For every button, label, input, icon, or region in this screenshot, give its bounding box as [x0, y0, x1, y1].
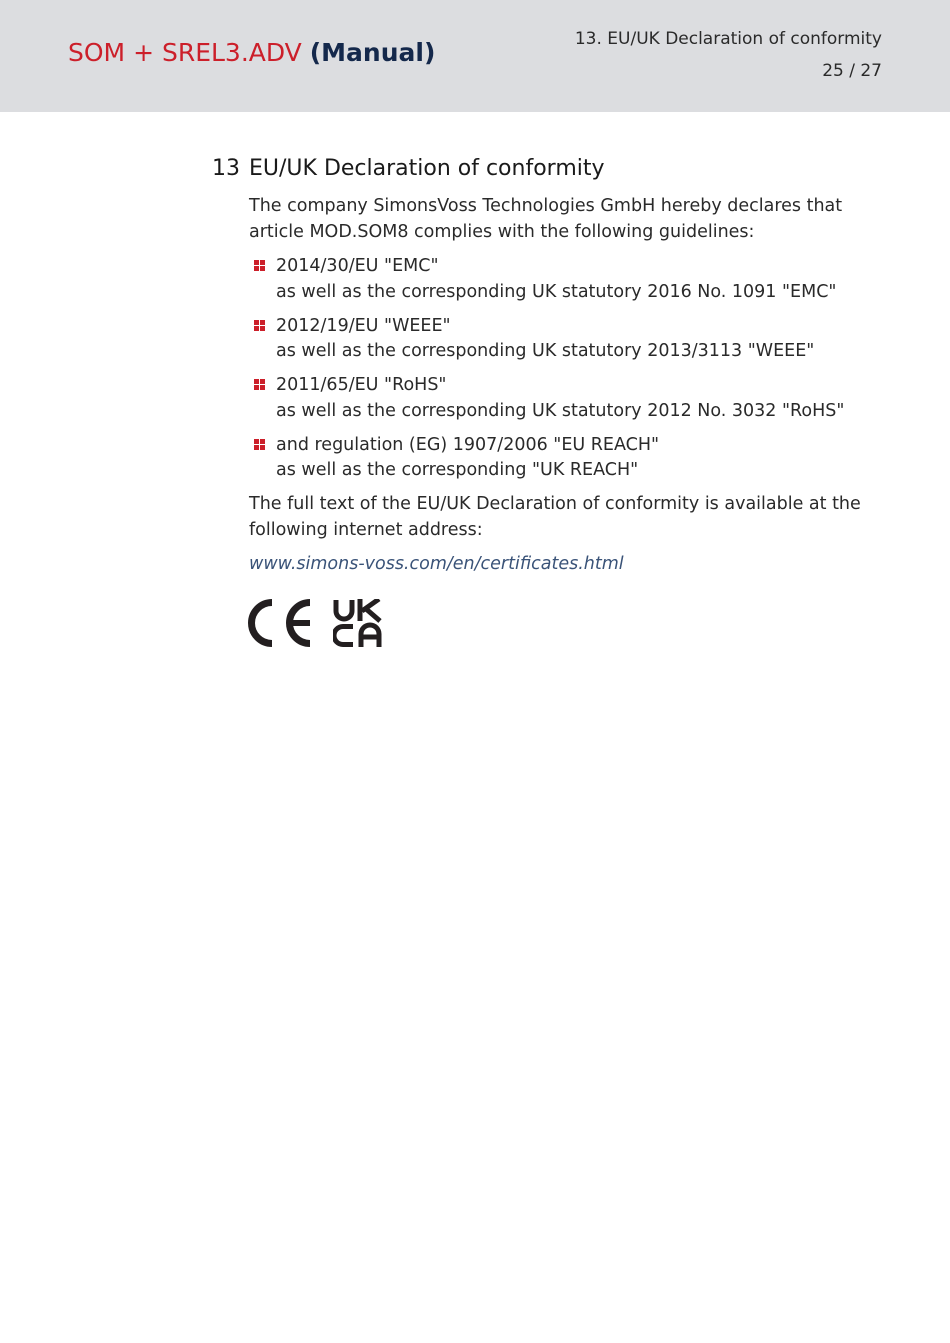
- guideline-directive: and regulation (EG) 1907/2006 "EU REACH": [276, 434, 660, 455]
- full-text-paragraph: [249, 492, 879, 543]
- section-title: EU/UK Declaration of conformity: [249, 156, 605, 181]
- bullet-icon: [254, 379, 265, 390]
- product-name: SOM + SREL3.ADV: [68, 38, 302, 67]
- guideline-uk-equivalent: as well as the corresponding UK statutory 2012 No. 3032 "RoHS": [276, 400, 845, 421]
- bullet-icon: [254, 320, 265, 331]
- certificates-link[interactable]: www.simons-voss.com/en/certificates.html: [249, 554, 624, 574]
- manual-label: (Manual): [309, 38, 436, 67]
- intro-line: article MOD.SOM8 complies with the following guidelines:: [249, 221, 755, 242]
- bullet-icon: [254, 260, 265, 271]
- guideline-item: [249, 373, 889, 424]
- page-header: [0, 0, 950, 112]
- guideline-directive: 2011/65/EU "RoHS": [276, 375, 447, 395]
- full-text-line: The full text of the EU/UK Declaration of conformity is available at the: [249, 494, 861, 514]
- bullet-icon: [254, 439, 265, 450]
- full-text-line: following internet address:: [249, 519, 483, 540]
- ce-mark-icon: [248, 599, 314, 647]
- guideline-item: [249, 314, 889, 365]
- guideline-directive: 2014/30/EU "EMC": [276, 256, 439, 276]
- guideline-item: [249, 433, 889, 484]
- guideline-directive: 2012/19/EU "WEEE": [276, 315, 451, 336]
- page-number: 25 / 27: [822, 61, 882, 81]
- guideline-uk-equivalent: as well as the corresponding "UK REACH": [276, 460, 639, 480]
- intro-paragraph: [249, 194, 879, 245]
- section-heading: [212, 156, 605, 181]
- guideline-uk-equivalent: as well as the corresponding UK statutory 2013/3113 "WEEE": [276, 341, 815, 361]
- intro-line: The company SimonsVoss Technologies GmbH hereby declares that: [249, 196, 843, 216]
- ukca-mark-icon: [333, 599, 383, 647]
- document-brand: [68, 38, 435, 67]
- guideline-item: [249, 254, 889, 305]
- guideline-list: [249, 254, 889, 492]
- section-number: 13: [212, 156, 240, 181]
- running-chapter-title: 13. EU/UK Declaration of conformity: [574, 29, 882, 49]
- guideline-uk-equivalent: as well as the corresponding UK statutory 2016 No. 1091 "EMC": [276, 281, 837, 302]
